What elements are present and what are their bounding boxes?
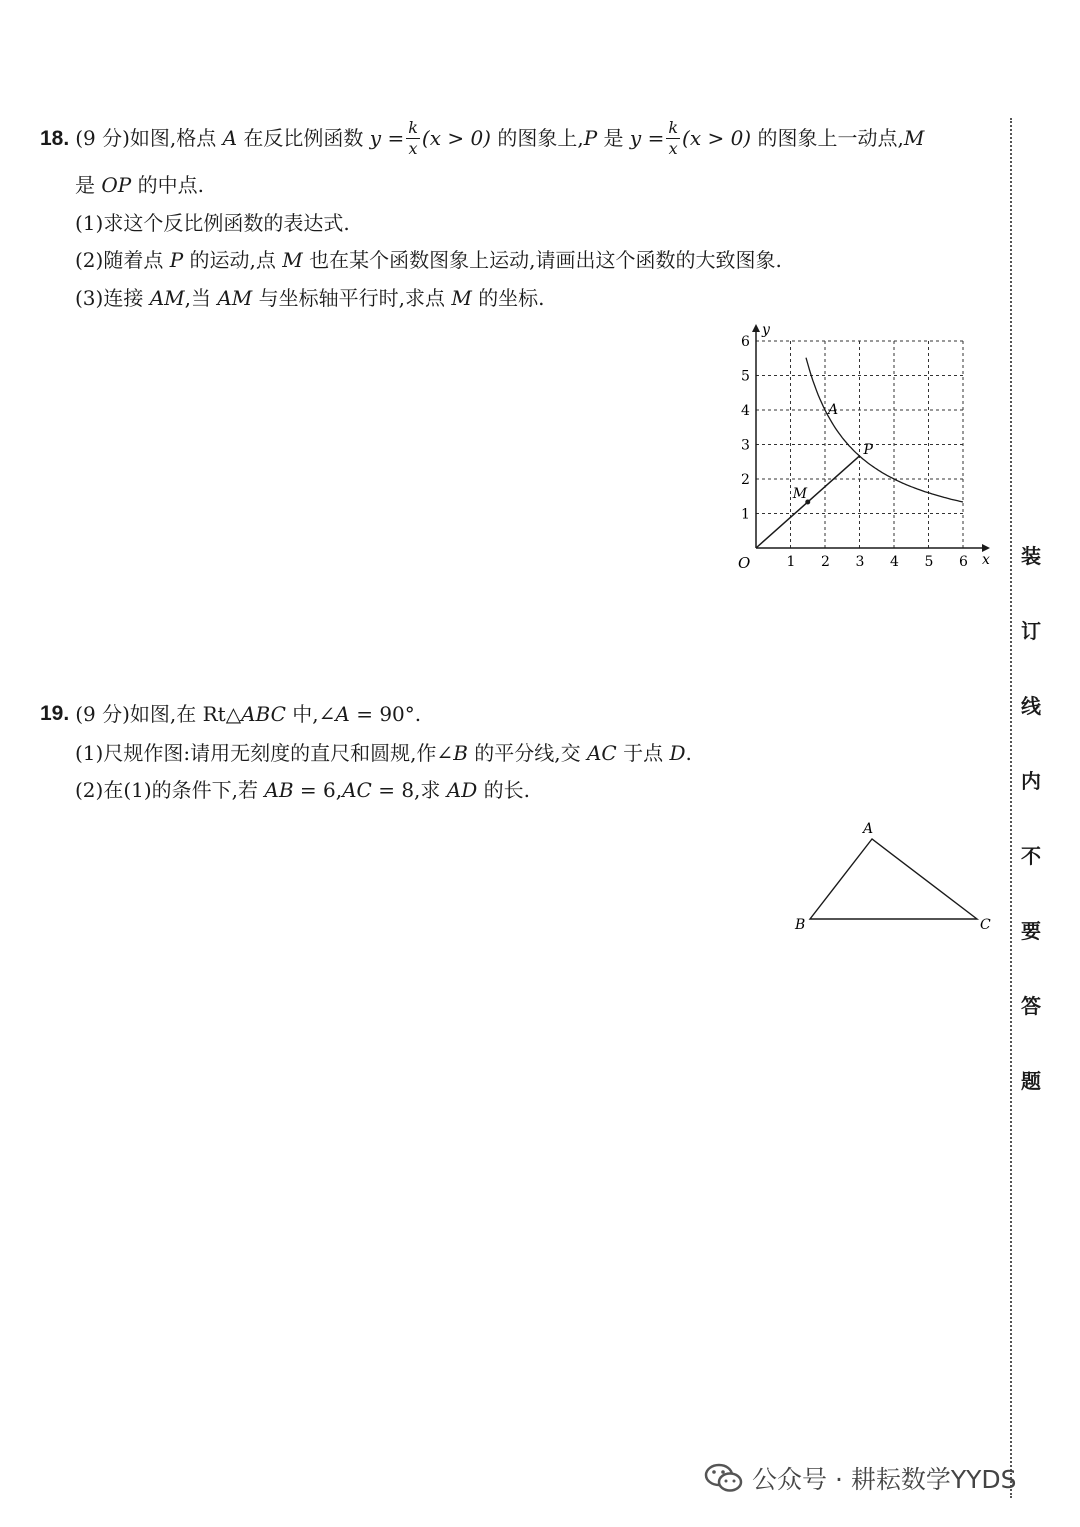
x-axis-label: x [982, 552, 990, 568]
q18-points: (9 分) [75, 126, 130, 150]
y-tick-label: 2 [741, 472, 750, 488]
fraction-k-over-x-2: $\frac{k}{x}$ [668, 117, 679, 158]
point-a-label: A [828, 402, 839, 418]
point-m-label: M [792, 486, 808, 503]
vertex-b-label: B [795, 917, 806, 933]
y-axis-label: y [762, 322, 770, 338]
binding-char: 线 [1021, 694, 1041, 718]
x-tick-label: 3 [855, 554, 865, 570]
y-tick-label: 6 [741, 334, 750, 350]
binding-char: 答 [1021, 994, 1041, 1018]
x-tick-label: 2 [821, 554, 830, 570]
x-tick-label: 6 [959, 554, 968, 570]
binding-char: 题 [1021, 1069, 1041, 1093]
binding-char: 订 [1021, 619, 1041, 643]
q18-line2: 是 OP 的中点. [75, 173, 204, 197]
q19-triangle-figure [785, 815, 1000, 940]
binding-char: 要 [1021, 919, 1041, 943]
q18-sub3: (3)连接 AM,当 AM 与坐标轴平行时,求点 M 的坐标. [75, 286, 545, 310]
y-tick-label: 5 [741, 368, 750, 385]
y-axis-arrow [752, 324, 760, 332]
binding-dotted-line [1010, 118, 1012, 1498]
binding-char: 内 [1021, 769, 1041, 793]
q18-number: 18. [40, 126, 70, 150]
y-tick-label: 1 [741, 506, 750, 523]
hyperbola-curve [806, 358, 963, 502]
y-tick-label: 4 [741, 403, 750, 419]
binding-char: 装 [1021, 544, 1041, 568]
q19-points: (9 分) [75, 701, 130, 726]
point-p-label: P [863, 441, 873, 458]
wechat-icon [704, 1462, 744, 1494]
vertex-c-label: C [980, 917, 991, 933]
x-tick-label: 4 [890, 554, 899, 570]
q19-line1: 19. (9 分) 如图,在 Rt△ ABC 中,∠ A = 90°. [40, 701, 422, 726]
q18-line1: 18. (9 分) 如图,格点 A 在反比例函数 y = $\frac{k}{x}$ (x > 0) 的图象上, P 是 y = $\frac{k}{x}$ (x > 0) 的图象上一动点, M [40, 117, 925, 158]
q18-sub2: (2)随着点 P 的运动,点 M 也在某个函数图象上运动,请画出这个函数的大致图象. [75, 248, 782, 272]
origin-label: O [738, 554, 751, 572]
grid-lines [756, 341, 963, 548]
x-tick-label: 5 [924, 554, 934, 570]
x-tick-label: 1 [786, 554, 796, 570]
q19-number: 19. [40, 702, 70, 725]
q19-sub2: (2)在(1)的条件下,若 AB = 6,AC = 8,求 AD 的长. [75, 778, 530, 802]
x-axis-arrow [982, 544, 990, 552]
triangle-abc [810, 839, 977, 919]
fraction-k-over-x: $\frac{k}{x}$ [408, 117, 418, 158]
q19-sub1: (1)尺规作图:请用无刻度的直尺和圆规,作∠B 的平分线,交 AC 于点 D. [75, 741, 692, 765]
y-tick-label: 3 [741, 437, 750, 454]
watermark-text: 公众号 · 耕耘数学YYDS [752, 1465, 1017, 1494]
q18-sub1: (1)求这个反比例函数的表达式. [75, 211, 350, 235]
watermark [704, 1460, 1017, 1496]
binding-notice [1018, 540, 1044, 1140]
q18-coordinate-figure [720, 318, 1000, 578]
vertex-a-label: A [863, 821, 874, 837]
binding-char: 不 [1021, 844, 1041, 868]
